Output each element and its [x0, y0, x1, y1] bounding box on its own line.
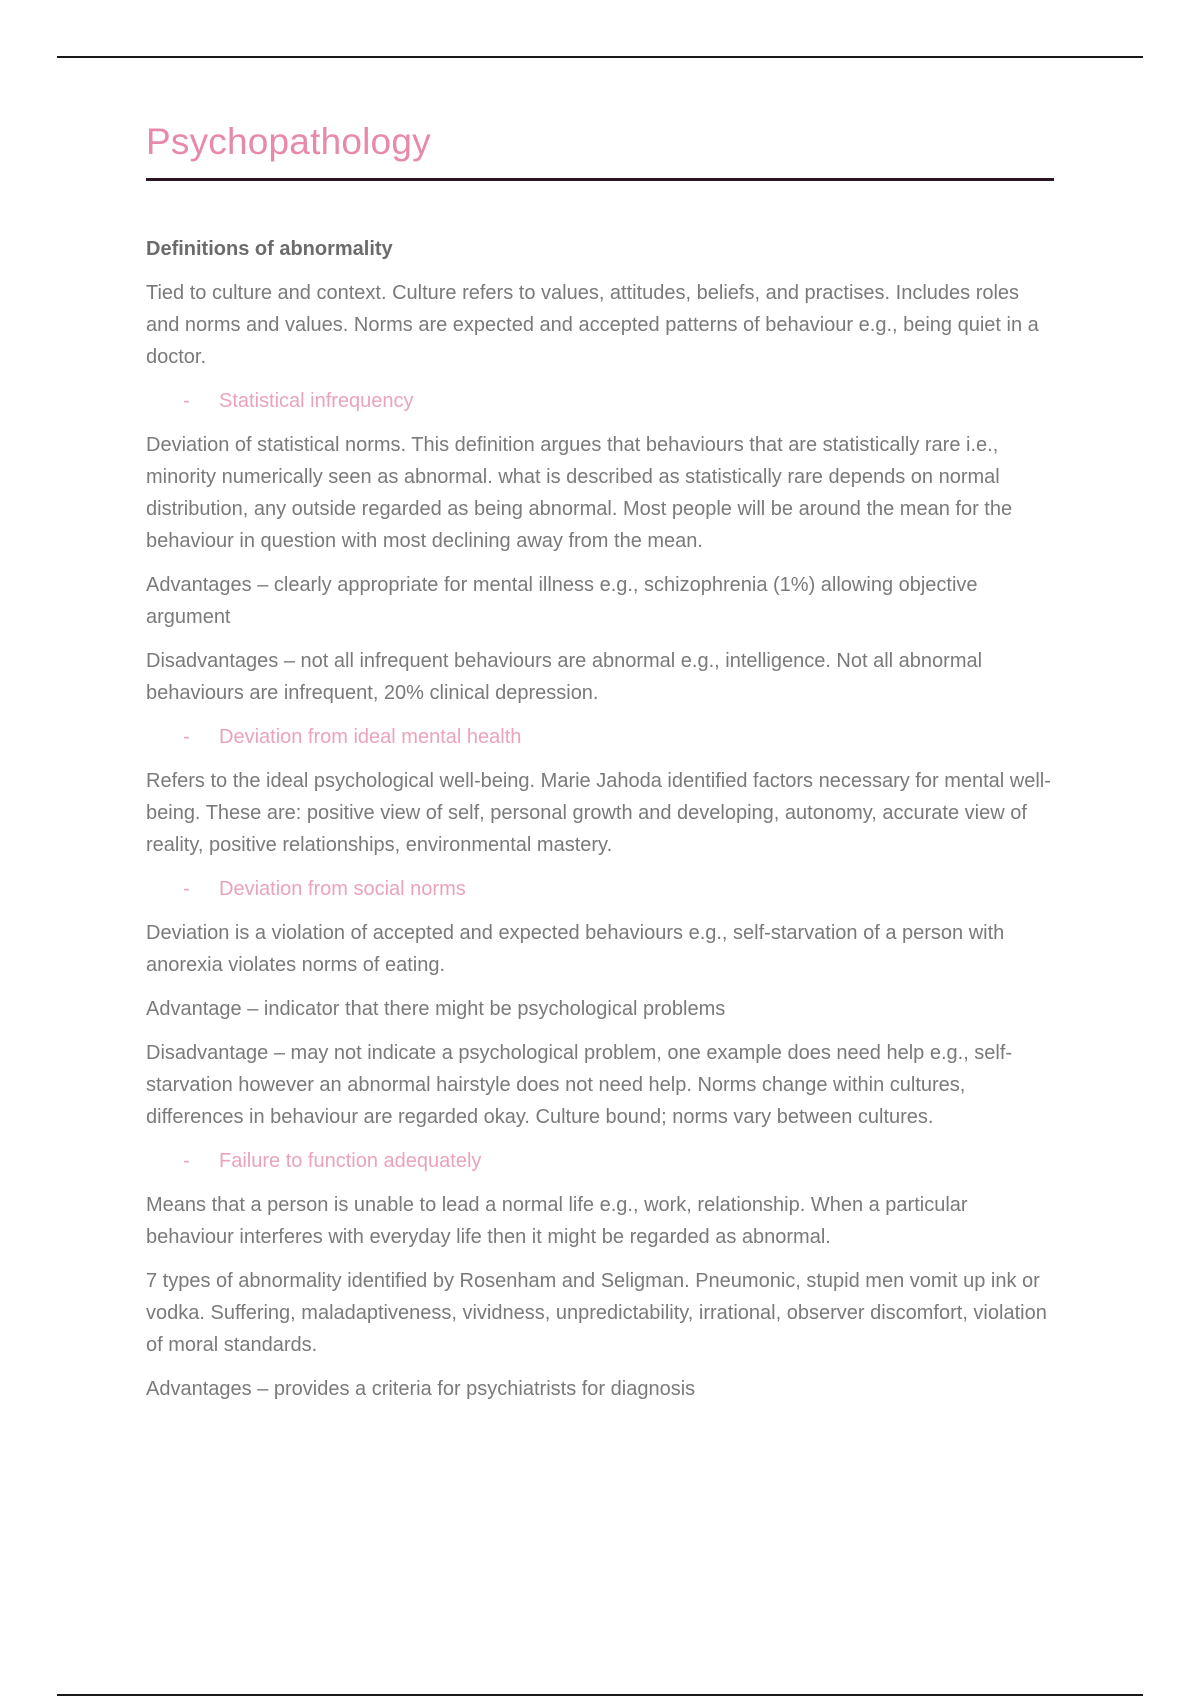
bullet-dash: -: [183, 1150, 190, 1172]
page-title: Psychopathology: [146, 121, 431, 162]
bullet-heading-text: Statistical infrequency: [219, 390, 414, 412]
subsection-heading-social-norms: [146, 873, 1054, 905]
paragraph: Refers to the ideal psychological well-being. Marie Jahoda identified factors necessary for mental well-being. These are: positive view of self, personal growth and developing, autonomy, accurate view of reality, positive relationships, environmental mastery.: [146, 770, 1051, 856]
subsection-heading-statistical-infrequency: [146, 385, 1054, 417]
paragraph: Deviation of statistical norms. This definition argues that behaviours that are statistically rare i.e., minority numerically seen as abnormal. what is described as statistically rare depends on normal distribution, any outside regarded as being abnormal. Most people will be around the mean for the behaviour in question with most declining away from the mean.: [146, 434, 1013, 552]
subsection-heading-failure-to-function: [146, 1145, 1054, 1177]
subsection-heading-ideal-mental-health: [146, 721, 1054, 753]
paragraph: 7 types of abnormality identified by Rosenham and Seligman. Pneumonic, stupid men vomit up ink or vodka. Suffering, maladaptiveness, vividness, unpredictability, irrational, observer discomfort, violation of moral standards.: [146, 1270, 1047, 1356]
intro-paragraph: Tied to culture and context. Culture refers to values, attitudes, beliefs, and practises. Includes roles and norms and values. Norms are expected and accepted patterns of behaviour e.g., being quiet in a doctor.: [146, 282, 1039, 368]
bullet-heading-text: Deviation from social norms: [219, 878, 466, 900]
bullet-dash: -: [183, 878, 190, 900]
paragraph: Deviation is a violation of accepted and expected behaviours e.g., self-starvation of a person with anorexia violates norms of eating.: [146, 922, 1005, 976]
paragraph: Advantages – clearly appropriate for mental illness e.g., schizophrenia (1%) allowing objective argument: [146, 574, 978, 628]
title-underline: [146, 178, 1054, 181]
paragraph: Disadvantages – not all infrequent behaviours are abnormal e.g., intelligence. Not all abnormal behaviours are infrequent, 20% clinical depression.: [146, 650, 983, 704]
bullet-dash: -: [183, 390, 190, 412]
bullet-dash: -: [183, 726, 190, 748]
bullet-heading-text: Failure to function adequately: [219, 1150, 482, 1172]
section-heading: Definitions of abnormality: [146, 238, 393, 260]
page-top-rule: [57, 56, 1143, 58]
paragraph: Advantage – indicator that there might be psychological problems: [146, 998, 726, 1020]
bullet-heading-text: Deviation from ideal mental health: [219, 726, 522, 748]
paragraph: Disadvantage – may not indicate a psychological problem, one example does need help e.g., self-starvation however an abnormal hairstyle does not need help. Norms change within cultures, differences in behaviour are regarded okay. Culture bound; norms vary between cultures.: [146, 1042, 1013, 1128]
paragraph: Means that a person is unable to lead a normal life e.g., work, relationship. When a particular behaviour interferes with everyday life then it might be regarded as abnormal.: [146, 1194, 968, 1248]
page-bottom-rule: [57, 1694, 1143, 1696]
paragraph: Advantages – provides a criteria for psychiatrists for diagnosis: [146, 1378, 696, 1400]
document-body: [146, 118, 1054, 1417]
